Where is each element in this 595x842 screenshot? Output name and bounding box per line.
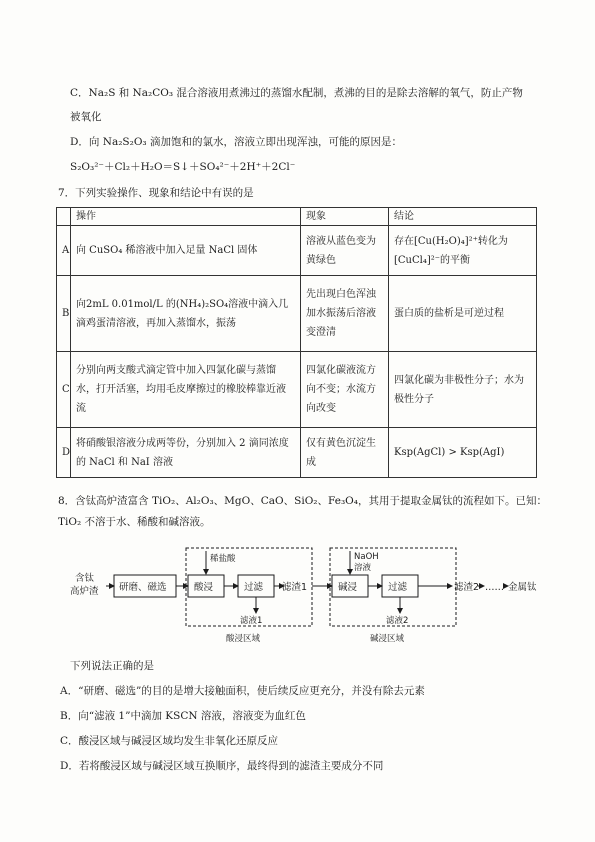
q8-stem-line1: 8．含钛高炉渣富含 TiO₂、Al₂O₃、MgO、CaO、SiO₂、Fe₃O₄，其用于提取金属钛的流程如下。已知： [58,495,547,507]
q7-row-phenomenon: 溶液从蓝色变为黄绿色 [301,226,389,276]
flow-step-filter2: 过滤 [388,582,408,593]
q7-table-header-row [57,208,537,226]
q7-row-conclusion: Ksp(AgCl) > Ksp(AgI) [389,428,537,478]
q7-row-conclusion: 四氯化碳为非极性分子；水为极性分子 [389,352,537,428]
q8-question: 下列说法正确的是 [70,660,154,672]
q7-row-operation: 向 CuSO₄ 稀溶液中加入足量 NaCl 固体 [71,226,301,276]
q7-row-label: C [57,352,71,428]
flow-output1: 滤渣1 [282,582,308,593]
q7-row-phenomenon: 四氯化碳液流方向不变；水流方向改变 [301,352,389,428]
q7-row-label: A [57,226,71,276]
q7-row-conclusion: 存在[Cu(H₂O)₄]²⁺转化为[CuCl₄]²⁻的平衡 [389,226,537,276]
q7-row-a [57,226,537,276]
q7-row-operation: 向2mL 0.01mol/L 的(NH₄)₂SO₄溶液中滴入几滴鸡蛋清溶液，再加入蒸馏水，振荡 [71,276,301,352]
q8-stem-line2: TiO₂ 不溶于水、稀酸和碱溶液。 [58,516,211,528]
q7-row-d [57,428,537,478]
q7-header-phenomenon: 现象 [301,208,389,226]
flow-step-grind: 研磨、磁选 [119,582,167,593]
q6-option-d-line1: D．向 Na₂S₂O₃ 滴加饱和的氯水，溶液立即出现浑浊，可能的原因是： [70,136,402,148]
q7-table [56,207,537,478]
q8-option-a: A．“研磨、磁选”的目的是增大接触面积，使后续反应更充分，并没有除去元素 [60,685,425,697]
flow-step-acid-leach: 酸浸 [194,582,214,593]
flow-ellipsis: …… [485,582,504,593]
q8-option-b: B．向“滤液 1”中滴加 KSCN 溶液，溶液变为血红色 [60,710,306,722]
q6-option-c-line1: C．Na₂S 和 Na₂CO₃ 混合溶液用煮沸过的蒸馏水配制，煮沸的目的是除去溶解的氧气，防止产物 [70,87,523,99]
flow-residue1: 滤液1 [240,616,263,626]
q8-option-c: C．酸浸区域与碱浸区域均发生非氧化还原反应 [60,735,279,747]
q7-row-phenomenon: 先出现白色浑浊加水振荡后溶液变澄清 [301,276,389,352]
flow-reagent-acid: 稀盐酸 [210,554,236,564]
q7-row-label: B [57,276,71,352]
q7-header-operation: 操作 [71,208,301,226]
q6-option-c-line2: 被氧化 [70,111,102,123]
flow-residue2: 滤液2 [386,616,409,626]
q7-header-conclusion: 结论 [389,208,537,226]
q6-option-d-equation: S₂O₃²⁻＋Cl₂＋H₂O＝S↓＋SO₄²⁻＋2H⁺＋2Cl⁻ [70,161,296,173]
q7-row-operation: 将硝酸银溶液分成两等份，分别加入 2 滴同浓度的 NaCl 和 NaI 溶液 [71,428,301,478]
flow-step-base-leach: 碱浸 [338,582,358,593]
q8-process-flowchart [70,545,540,655]
flow-reagent-base-line1: NaOH [354,552,379,562]
q7-row-c [57,352,537,428]
q7-row-operation: 分别向两支酸式滴定管中加入四氯化碳与蒸馏水，打开活塞，均用毛皮摩擦过的橡胶棒靠近液流 [71,352,301,428]
flow-region-base: 碱浸区域 [370,634,405,644]
q7-row-label: D [57,428,71,478]
q7-row-conclusion: 蛋白质的盐析是可逆过程 [389,276,537,352]
q7-row-b [57,276,537,352]
flow-region-acid: 酸浸区域 [226,634,261,644]
flow-step-filter1: 过滤 [244,582,264,593]
q8-option-d: D．若将酸浸区域与碱浸区域互换顺序，最终得到的滤渣主要成分不同 [60,760,384,772]
q7-stem: 7．下列实验操作、现象和结论中有误的是 [58,187,254,199]
flow-product: 金属钛 [508,582,537,593]
q7-header-label [57,208,71,226]
flow-raw-material-line1: 含钛 [75,573,95,584]
flow-reagent-base-line2: 溶液 [354,563,372,573]
flow-output2: 滤渣2 [454,582,480,593]
q7-row-phenomenon: 仅有黄色沉淀生成 [301,428,389,478]
flow-raw-material-line2: 高炉渣 [70,586,99,597]
